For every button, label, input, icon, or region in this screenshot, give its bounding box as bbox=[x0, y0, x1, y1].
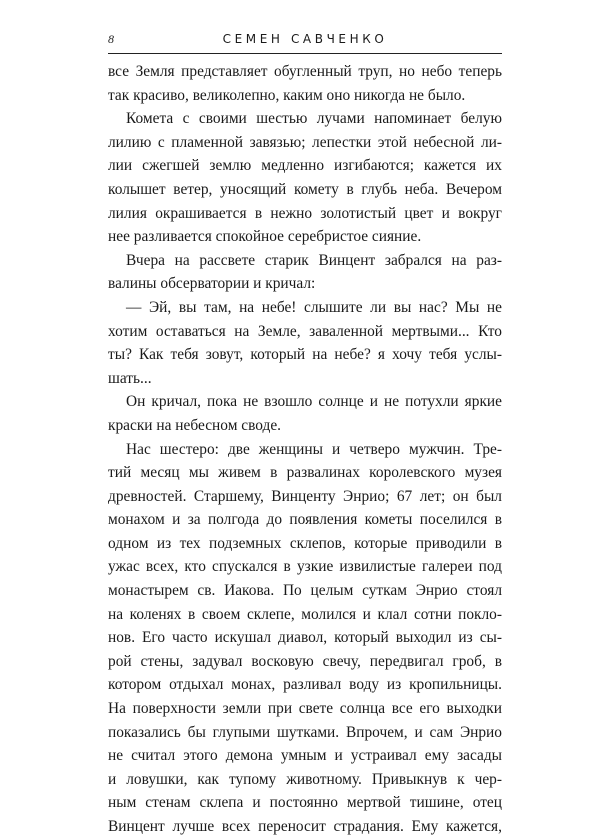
text-line: монастырем св. Иакова. По целым суткам Энрио стоял bbox=[108, 582, 502, 600]
text-line: Нас шестеро: две женщины и четверо мужчин. Тре- bbox=[126, 440, 502, 458]
text-line: Вчера на рассвете старик Винцент забрался на раз- bbox=[126, 251, 502, 269]
text-line: так красиво, великолепно, каким оно никогда не было. bbox=[108, 86, 466, 104]
text-line: на коленях в своем склепе, молился и клал сотни покло- bbox=[108, 605, 502, 623]
header-rule bbox=[108, 53, 502, 54]
text-line: ужас всех, кто спускался в узкие извилистые галереи под bbox=[108, 558, 502, 576]
text-line: шать... bbox=[108, 369, 152, 387]
text-line: хотим оставаться на Земле, заваленной мертвыми... Кто bbox=[108, 322, 502, 340]
text-line: Комета с своими шестью лучами напоминает белую bbox=[126, 110, 502, 128]
text-line: не считал этого демона умным и устраивал ему засады bbox=[108, 747, 502, 765]
text-line: нее разливается спокойное серебристое сияние. bbox=[108, 228, 422, 246]
text-line: монахом и за полгода до появления кометы поселился в bbox=[108, 511, 502, 529]
text-line: краски на небесном своде. bbox=[108, 416, 282, 434]
text-line: котором отдыхал монах, разливал воду из кропильницы. bbox=[108, 676, 502, 694]
text-line: показались бы глупыми шутками. Впрочем, и сам Энрио bbox=[108, 723, 502, 741]
page-number: 8 bbox=[108, 32, 114, 46]
text-line: — Эй, вы там, на небе! слышите ли вы нас? Мы не bbox=[126, 298, 502, 316]
text-line: ты? Как тебя зовут, который на небе? я хочу тебя услы- bbox=[108, 346, 502, 364]
body-text bbox=[108, 60, 502, 839]
text-line: валины обсерватории и кричал: bbox=[108, 275, 316, 293]
text-line: тий месяц мы живем в развалинах королевского музея bbox=[108, 464, 502, 482]
text-line: Он кричал, пока не взошло солнце и не потухли яркие bbox=[126, 393, 502, 411]
text-line: рой стены, задувал восковую свечу, передвигал гроб, в bbox=[108, 652, 502, 670]
page-header bbox=[108, 30, 502, 54]
text-line: лилия окрашивается в нежно золотистый цвет и вокруг bbox=[108, 204, 502, 222]
text-line: колышет ветер, уносящий комету в глубь неба. Вечером bbox=[108, 180, 502, 198]
running-title: СЕМЕН САВЧЕНКО bbox=[222, 32, 388, 46]
text-line: все Земля представляет обугленный труп, но небо теперь bbox=[108, 63, 502, 80]
text-line: древностей. Старшему, Винценту Энрио; 67 лет; он был bbox=[108, 487, 502, 505]
text-line: нов. Его часто искушал диавол, который выходил из сы- bbox=[108, 629, 502, 647]
text-line: ным стенам склепа и постоянно мертвой тишине, отец bbox=[108, 794, 502, 812]
text-line: и ловушки, как тупому животному. Привыкнув к чер- bbox=[108, 770, 502, 788]
text-line: лии сжегшей землю медленно изгибаются; кажется их bbox=[108, 157, 502, 175]
text-line: Винцент лучше всех переносит страдания. Ему кажется, bbox=[108, 818, 502, 835]
text-line: лилию с пламенной завязью; лепестки этой небесной ли- bbox=[108, 133, 502, 151]
text-line: На поверхности земли при свете солнца все его выходки bbox=[108, 700, 502, 718]
text-line: одном из тех подземных склепов, которые приводили в bbox=[108, 534, 502, 552]
